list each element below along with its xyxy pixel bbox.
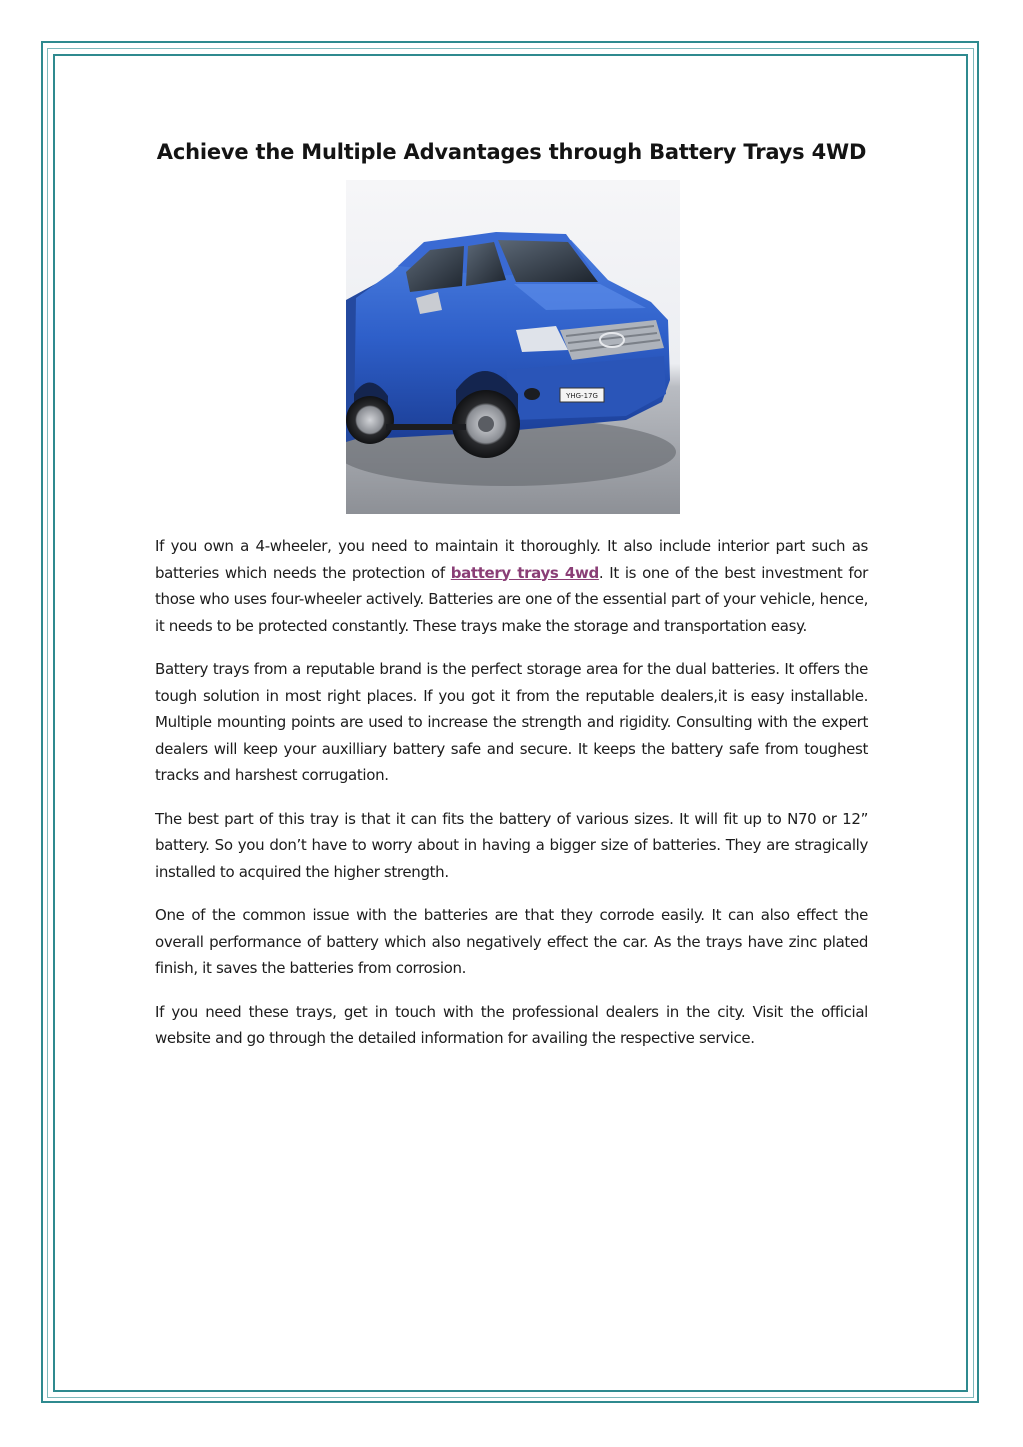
paragraph-4: One of the common issue with the batteries are that they corrode easily. It can also effect the overall performance of battery which also negatively effect the car. As the trays have zinc plated finish, it saves the batteries from corrosion. — [155, 906, 868, 977]
paragraph-5: If you need these trays, get in touch with the professional dealers in the city. Visit the official website and go through the detailed information for availing the respective service. — [155, 1002, 868, 1047]
paragraph-1 — [155, 533, 868, 639]
paragraph-3: The best part of this tray is that it can fits the battery of various sizes. It will fit up to N70 or 12” battery. So you don’t have to worry about in having a bigger size of batteries. They are stragically installed to acquired the higher strength. — [155, 809, 868, 881]
document-title: Achieve the Multiple Advantages through Battery Trays 4WD — [156, 140, 867, 165]
article-body — [155, 533, 868, 1069]
paragraph-1-text-after: . It is one of the best investment for those who uses four-wheeler actively. Batteries are one of the essential part of your vehicle, hence, it needs to be protected constantly. These trays make the storage and transportation easy. — [155, 563, 868, 635]
licence-plate: YHG-17G — [566, 392, 598, 400]
battery-trays-4wd-link[interactable]: battery trays 4wd — [450, 563, 599, 582]
paragraph-1-text-before: If you own a 4-wheeler, you need to maintain it thoroughly. It also include interior part such as batteries which needs the protection of — [155, 537, 868, 582]
truck-photo — [346, 180, 680, 514]
paragraph-2: Battery trays from a reputable brand is the perfect storage area for the dual batteries. It offers the tough solution in most right places. If you got it from the reputable dealers,it is easy installable. Multiple mounting points are used to increase the strength and rigidity. Consulting with the expert dealers will keep your auxilliary battery safe and secure. It keeps the battery safe from toughest tracks and harshest corrugation. — [155, 660, 868, 784]
